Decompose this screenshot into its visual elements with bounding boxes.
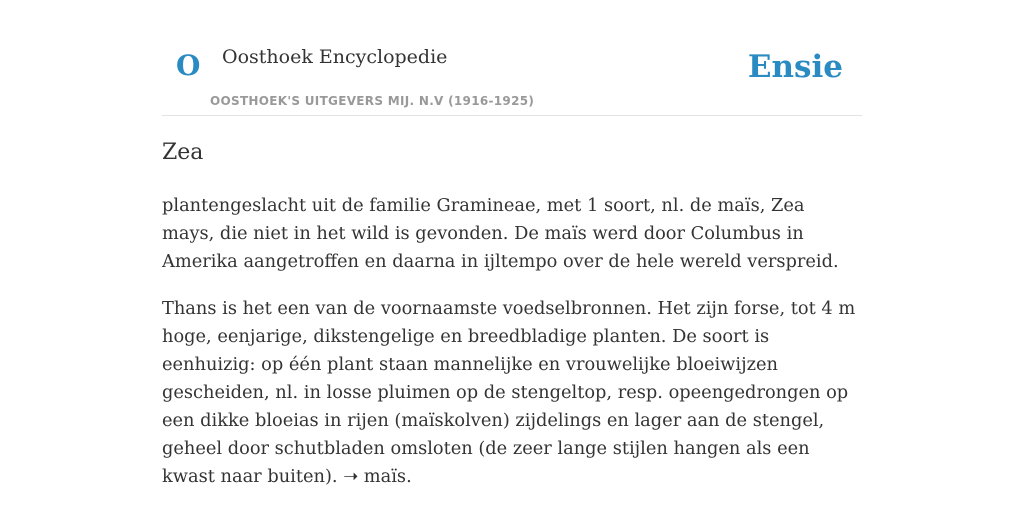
- cross-reference-period: .: [406, 466, 412, 487]
- ensie-brand-link[interactable]: Ensie: [747, 49, 843, 85]
- publisher-subtitle: OOSTHOEK'S UITGEVERS MIJ. N.V (1916-1925): [210, 94, 535, 108]
- entry-paragraph-1: plantengeslacht uit de familie Gramineae, met 1 soort, nl. de maïs, Zea mays, die niet in het wild is gevonden. De maïs werd door Columbus in Amerika aangetroffen en daarna in ijltempo over de hele wereld verspreid.: [162, 195, 839, 272]
- cross-reference-link-mais[interactable]: maïs: [363, 466, 407, 487]
- logo-icon[interactable]: O: [176, 49, 201, 82]
- entry-body: [162, 192, 862, 510]
- entry-paragraph-2-text: Thans is het een van de voornaamste voedselbronnen. Het zijn forse, tot 4 m hoge, eenjarige, dikstengelige en breedbladige planten. De soort is eenhuizig: op één plant staan mannelijke en vrouwelijke bloeiwijzen gescheiden, nl. in losse pluimen op de stengeltop, resp. opeengedrongen op een dikke bloeias in rijen (maïskolven) zijdelings en lager aan de stengel, geheel door schutbladen omsloten (de zeer lange stijlen hangen als een kwast naar buiten).: [162, 298, 856, 487]
- page-container: [162, 0, 862, 487]
- entry-title: Zea: [162, 140, 204, 165]
- cross-reference-arrow-icon: ➝: [343, 466, 359, 487]
- site-title-link[interactable]: Oosthoek Encyclopedie: [222, 46, 448, 68]
- entry-paragraph-2: [162, 295, 862, 491]
- site-header: [162, 0, 862, 116]
